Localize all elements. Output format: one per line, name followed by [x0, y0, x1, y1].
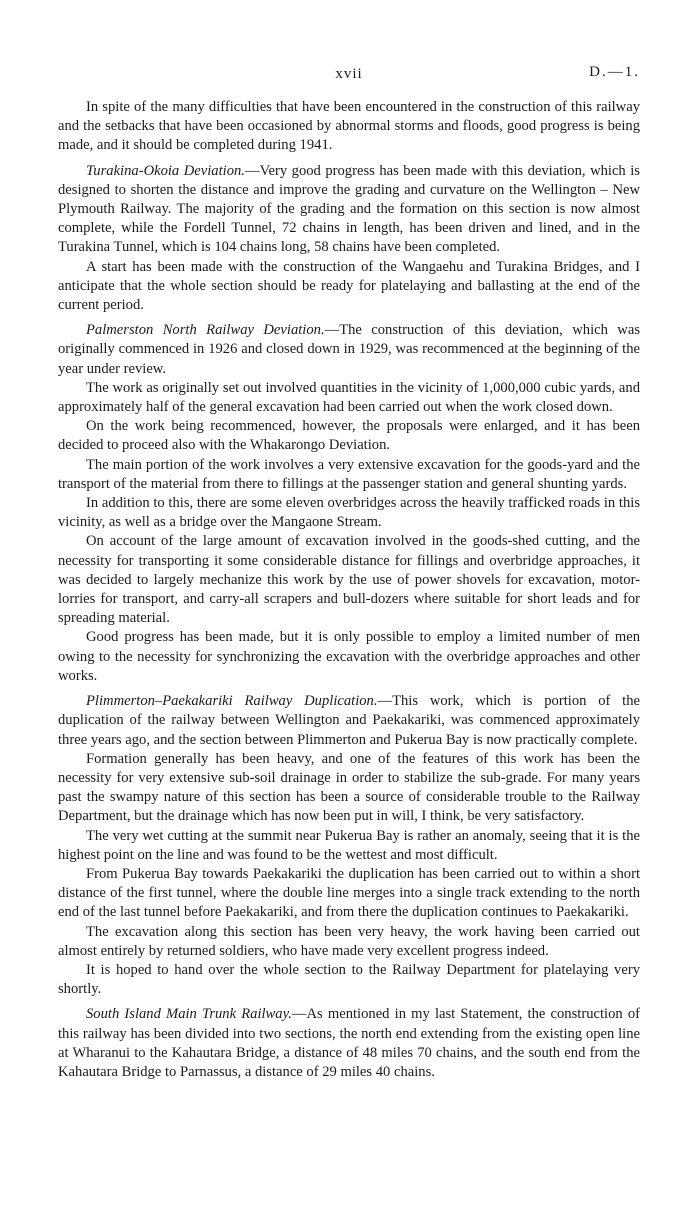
page-header — [58, 0, 640, 90]
paragraph: The work as originally set out involved quantities in the vicinity of 1,000,000 cubic yards, and approximately half of the general excavation had been carried out when the work closed down. — [58, 379, 640, 416]
section-heading: South Island Main Trunk Railway. — [86, 1006, 292, 1023]
body-text — [58, 98, 640, 1082]
paragraph: From Pukerua Bay towards Paekakariki the duplication has been carried out to within a short distance of the first tunnel, where the double line merges into a single track extending to the north end of the last tunnel before Paekakariki, and from there the duplication continues to Paekakariki. — [58, 865, 640, 921]
paragraph: The excavation along this section has been very heavy, the work having been carried out almost entirely by returned soldiers, who have made very excellent progress indeed. — [58, 923, 640, 959]
paragraph: The main portion of the work involves a very extensive excavation for the goods-yard and the transport of the material from there to fillings at the passenger station and general shunting yards. — [58, 456, 640, 492]
paragraph: Good progress has been made, but it is only possible to employ a limited number of men owing to the necessity for synchronizing the excavation with the overbridge approaches and other works. — [58, 629, 640, 684]
page-number: xvii — [335, 66, 363, 82]
section-heading: Plimmerton–Paekakariki Railway Duplication. — [86, 693, 378, 710]
paragraph-palmerston-north: Palmerston North Railway Deviation.—The construction of this deviation, which was originally commenced in 1926 and closed down in 1929, was recommenced at the beginning of the year under review. — [58, 322, 640, 377]
paragraph: It is hoped to hand over the whole section to the Railway Department for platelaying very shortly. — [58, 961, 640, 998]
paragraph: On the work being recommenced, however, the proposals were enlarged, and it has been decided to proceed also with the Whakarongo Deviation. — [58, 418, 640, 454]
paragraph: A start has been made with the construction of the Wangaehu and Turakina Bridges, and I anticipate that the whole section should be ready for platelaying and ballasting at the end of the current period. — [58, 258, 640, 314]
paragraph-plimmerton-paekakariki: Plimmerton–Paekakariki Railway Duplication.—This work, which is portion of the duplication of the railway between Wellington and Paekakariki, was commenced approximately three years ago, and the section between Plimmerton and Pukerua Bay is now practically complete. — [58, 693, 640, 748]
paragraph: In addition to this, there are some eleven overbridges across the heavily trafficked roads in this vicinity, as well as a bridge over the Mangaone Stream. — [58, 495, 640, 531]
paragraph-south-island-main-trunk: South Island Main Trunk Railway.—As mentioned in my last Statement, the construction of this railway has been divided into two sections, the north end extending from the existing open line at Wharanui to the Kahautara Bridge, a distance of 48 miles 70 chains, and the south end from the Kahautara Bridge to Parnassus, a distance of 29 miles 40 chains. — [58, 1006, 640, 1080]
paragraph: In spite of the many difficulties that have been encountered in the construction of this railway and the setbacks that have been occasioned by abnormal storms and floods, good progress is being made, and it should be completed during 1941. — [58, 99, 640, 154]
paragraph: Formation generally has been heavy, and one of the features of this work has been the necessity for very extensive sub-soil drainage in order to stabilize the sub-grade. For many years past the swampy nature of this section has been a source of considerable trouble to the Railway Department, but the drainage which has now been put in will, I think, be very satisfactory. — [58, 750, 640, 825]
paragraph: On account of the large amount of excavation involved in the goods-shed cutting, and the necessity for transporting it some considerable distance for fillings and overbridge approaches, it was decided to largely mechanize this work by the use of power shovels for excavation, motor-lorries for transport, and carry-all scrapers and bull-dozers where suitable for short leads and for spreading material. — [58, 533, 640, 627]
paragraph-turakina-okoia: Turakina-Okoia Deviation.—Very good progress has been made with this deviation, which is designed to shorten the distance and improve the grading and curvature on the Wellington – New Plymouth Railway. The majority of the grading and the formation on this section is now almost complete, while the Fordell Tunnel, 72 chains in length, has been driven and lined, and in the Turakina Tunnel, which is 104 chains long, 58 chains have been completed. — [58, 162, 640, 256]
section-heading: Palmerston North Railway Deviation. — [86, 322, 325, 339]
section-heading: Turakina-Okoia Deviation. — [86, 162, 245, 179]
paragraph: The very wet cutting at the summit near Pukerua Bay is rather an anomaly, seeing that it is the highest point on the line and was found to be the wettest and most difficult. — [58, 827, 640, 863]
document-reference: D.—1. — [589, 64, 640, 80]
